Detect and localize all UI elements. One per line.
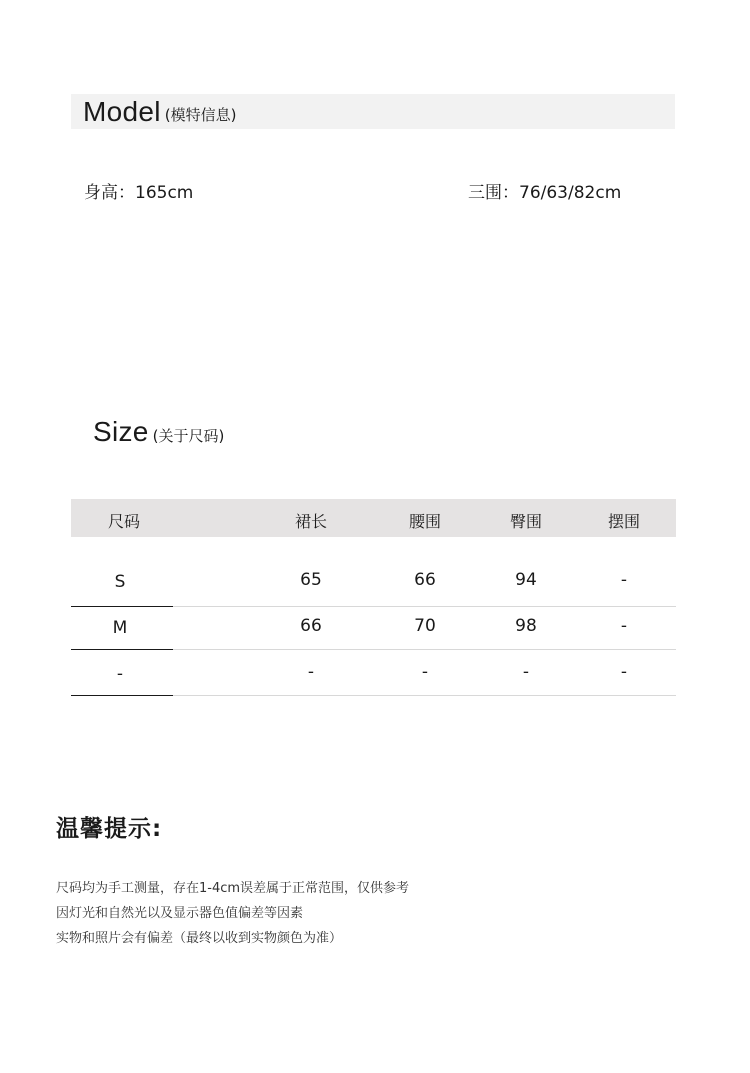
table-cell: - — [620, 662, 628, 682]
table-row — [0, 662, 750, 702]
table-cell: - — [116, 664, 124, 684]
tips-body — [56, 876, 409, 951]
table-cell: - — [421, 662, 429, 682]
row-divider — [173, 649, 676, 650]
size-title — [93, 416, 224, 448]
model-height: 身高：165cm — [84, 183, 194, 203]
model-measurements: 三围：76/63/82cm — [468, 183, 622, 203]
row-divider — [71, 695, 173, 696]
header-skirt-length: 裙长 — [294, 512, 328, 531]
tip-line: 因灯光和自然光以及显示器色值偏差等因素 — [56, 906, 304, 921]
table-cell: 94 — [515, 570, 537, 590]
row-divider — [71, 649, 173, 650]
tip-line: 实物和照片会有偏差（最终以收到实物颜色为准） — [56, 931, 343, 946]
row-divider — [173, 606, 676, 607]
tips-title: 温馨提示: — [56, 816, 163, 842]
table-row — [0, 616, 750, 656]
size-subtitle: (关于尺码) — [152, 426, 225, 445]
header-waist: 腰围 — [408, 512, 442, 531]
table-cell: - — [522, 662, 530, 682]
header-hip: 臀围 — [509, 512, 543, 531]
table-cell: 70 — [414, 616, 436, 636]
table-cell: 98 — [515, 616, 537, 636]
table-cell: M — [112, 618, 128, 638]
tip-line: 尺码均为手工测量，存在1-4cm误差属于正常范围，仅供参考 — [56, 881, 410, 896]
table-cell: 65 — [300, 570, 322, 590]
table-cell: - — [620, 616, 628, 636]
table-row — [0, 570, 750, 610]
header-hem: 摆围 — [607, 512, 641, 531]
size-table-header — [71, 499, 676, 537]
model-header-bar — [71, 94, 675, 129]
row-divider — [173, 695, 676, 696]
header-size: 尺码 — [107, 512, 141, 531]
size-title-text: Size — [93, 416, 149, 447]
model-subtitle: (模特信息) — [164, 106, 237, 124]
table-cell: S — [114, 572, 126, 592]
model-title — [83, 94, 236, 129]
row-divider — [71, 606, 173, 607]
table-cell: 66 — [300, 616, 322, 636]
model-title-text: Model — [83, 95, 161, 127]
table-cell: 66 — [414, 570, 436, 590]
table-cell: - — [620, 570, 628, 590]
table-cell: - — [307, 662, 315, 682]
